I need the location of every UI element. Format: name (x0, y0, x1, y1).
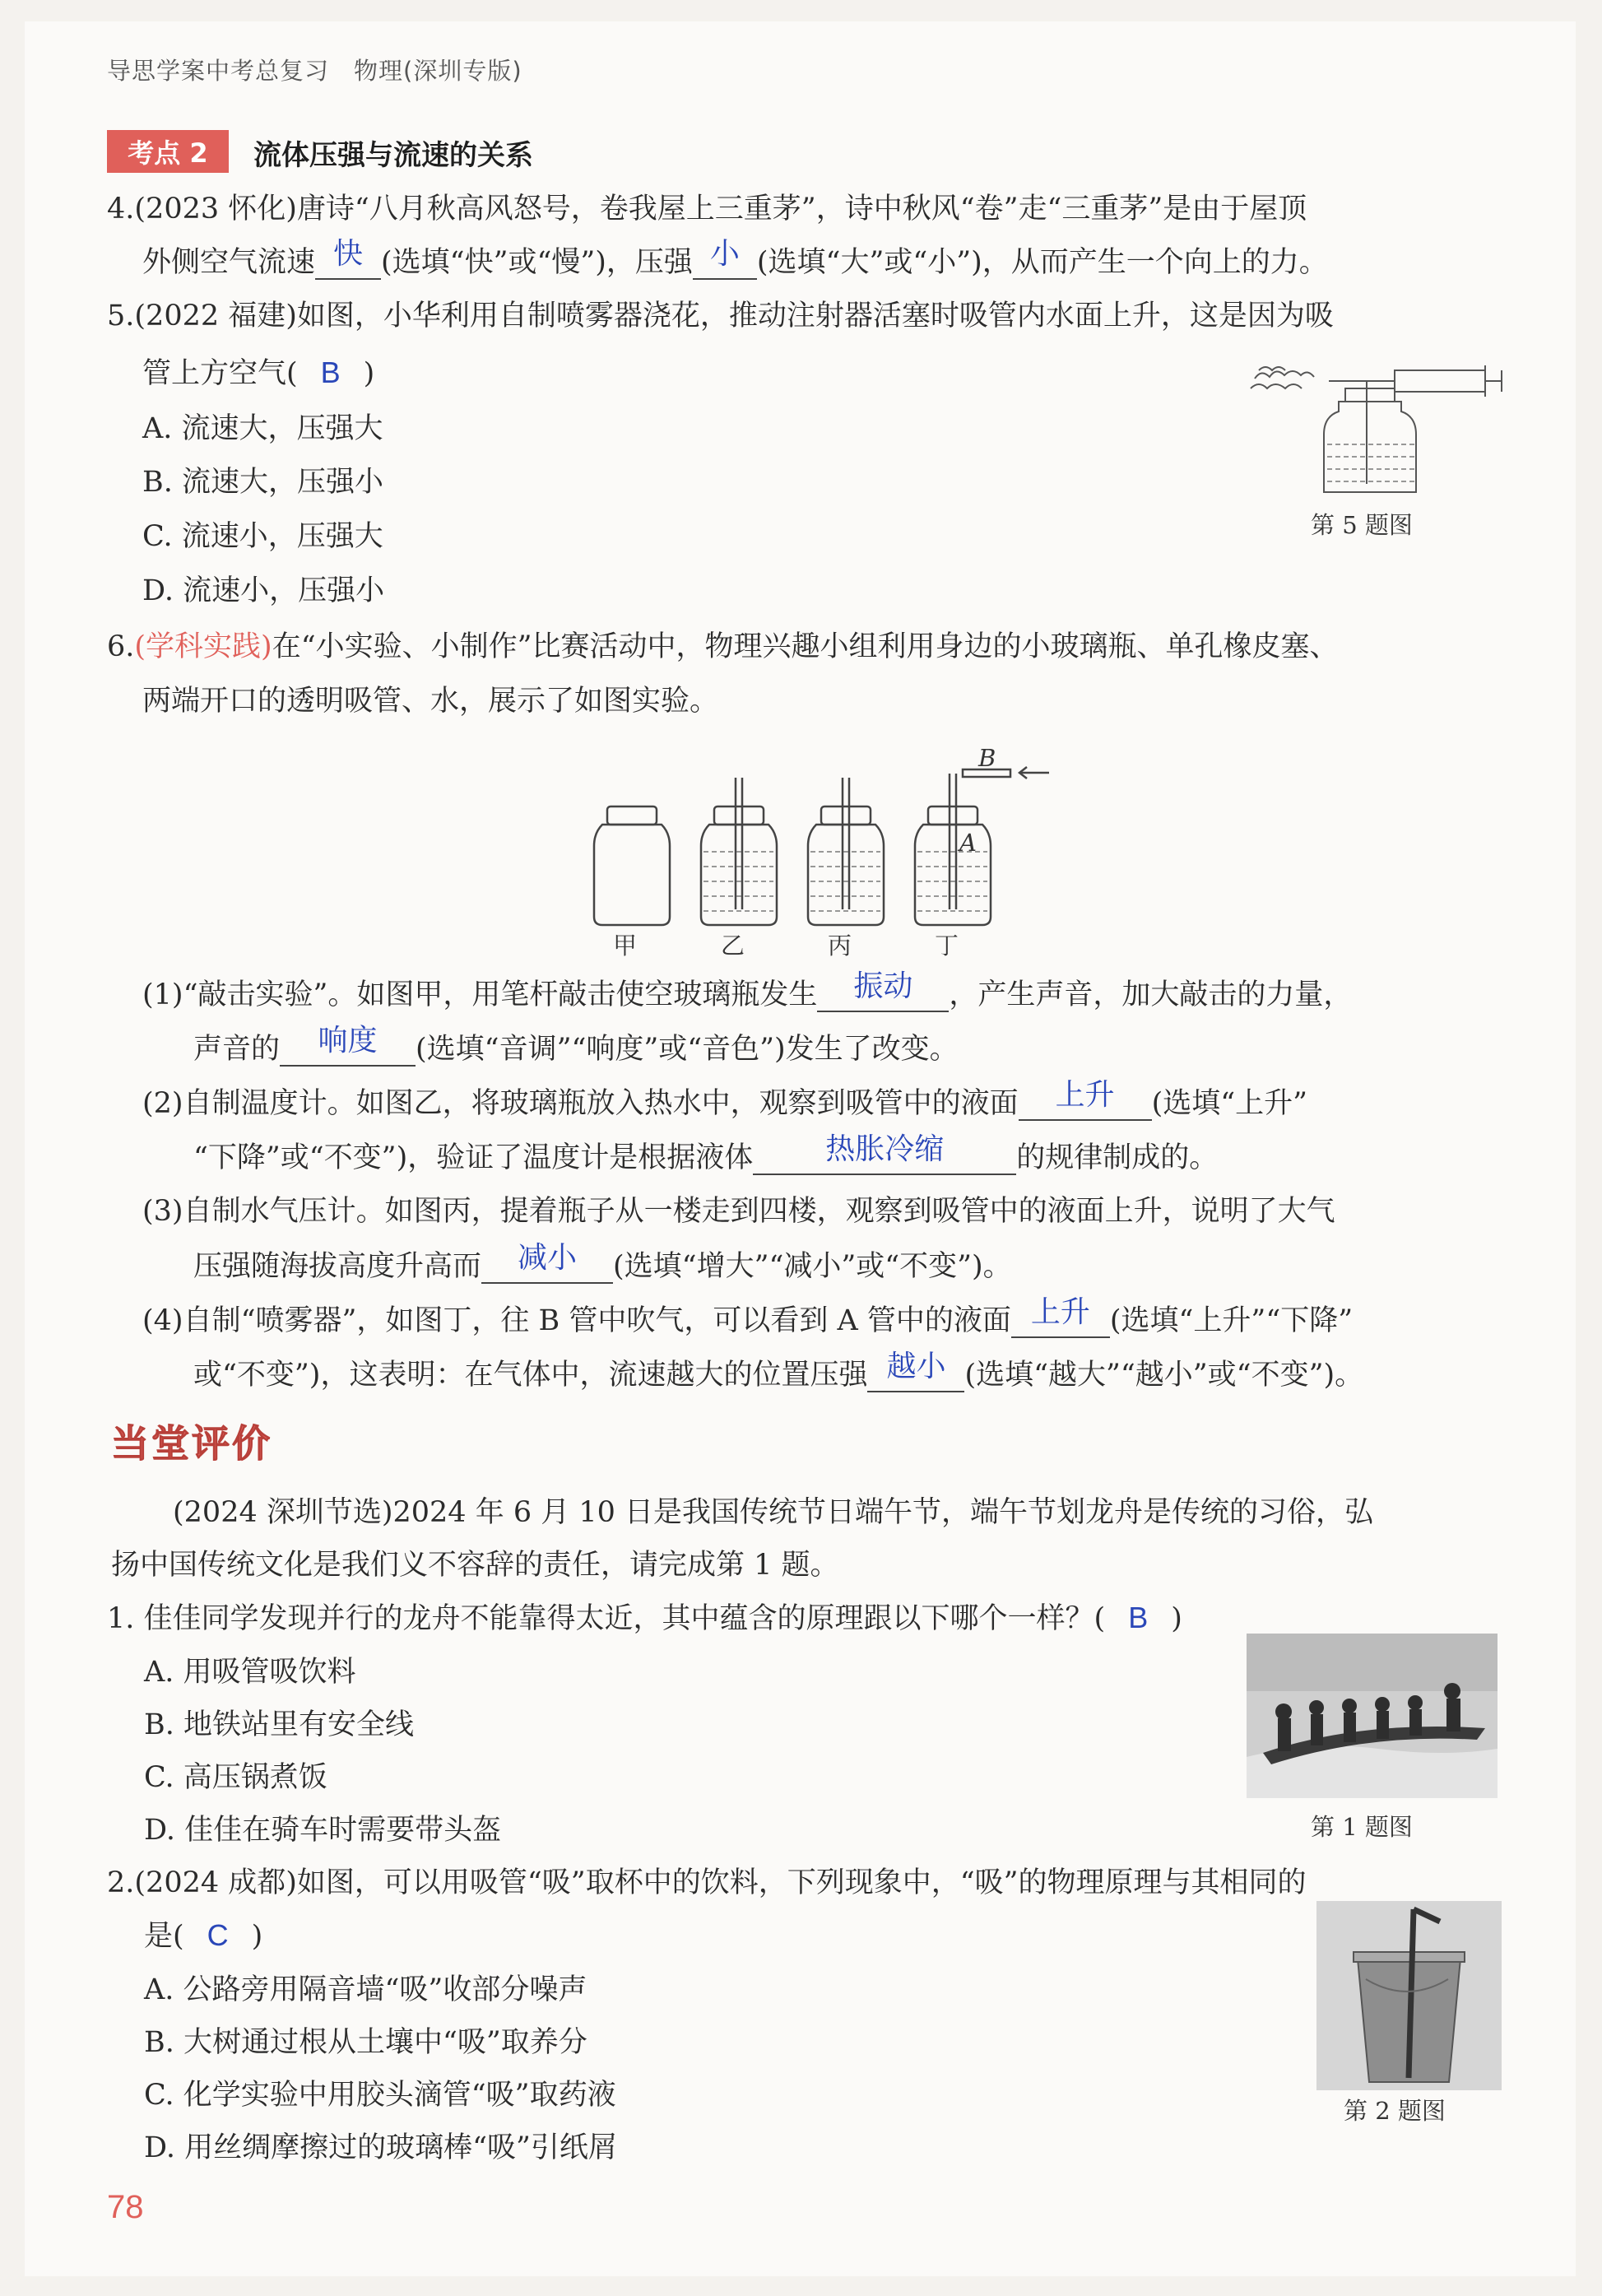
q6-p4-text-d: (选填“越大”“越小”或“不变”)。 (964, 1359, 1364, 1392)
eval-q1-answer: B (1128, 1601, 1149, 1634)
q6-p2-blank-2 (753, 1132, 1016, 1175)
eval-q1-stem-a: 1. 佳佳同学发现并行的龙舟不能靠得太近，其中蕴含的原理跟以下哪个一样？( (107, 1602, 1106, 1635)
q5-caption: 第 5 题图 (1311, 511, 1413, 539)
q5-stem-a: 管上方空气( (142, 357, 298, 390)
section-tag: 考点 2 (107, 130, 229, 173)
section-title: 流体压强与流速的关系 (253, 139, 533, 172)
q6-line2: 两端开口的透明吸管、水，展示了如图实验。 (142, 685, 719, 718)
q6-text-1: 在“小实验、小制作”比赛活动中，物理兴趣小组利用身边的小玻璃瓶、单孔橡皮塞、 (272, 630, 1339, 663)
q5-stem (142, 351, 374, 395)
bottle-label-yi: 乙 (721, 932, 745, 960)
q6-p3-answer-1: 减小 (518, 1240, 578, 1274)
q5-option-b: B. 流速大，压强小 (142, 466, 383, 499)
q6-p2-text-a: (2)自制温度计。如图乙，将玻璃瓶放入热水中，观察到吸管中的液面 (142, 1087, 1019, 1120)
q6-p1-blank-2 (280, 1023, 416, 1067)
q6-number: 6. (107, 630, 135, 663)
bottle-label-bing: 丙 (828, 932, 852, 960)
eval-q1-option-b: B. 地铁站里有安全线 (144, 1708, 414, 1741)
eval-q2-answer: C (207, 1918, 229, 1952)
q6-tag: (学科实践) (134, 630, 272, 663)
q6-p2-line1 (142, 1077, 1308, 1125)
dragon-boat-photo (1247, 1634, 1498, 1798)
eval-q1-caption: 第 1 题图 (1311, 1813, 1413, 1841)
q6-p2-line2 (193, 1132, 1219, 1179)
q4-blank-1 (315, 236, 381, 280)
evaluation-title: 当堂评价 (111, 1421, 272, 1466)
eval-q2-stem-b: ) (251, 1920, 263, 1953)
eval-q1-option-d: D. 佳佳在骑车时需要带头盔 (144, 1814, 502, 1847)
eval-q2-line1: 2.(2024 成都)如图，可以用吸管“吸”取杯中的饮料，下列现象中，“吸”的物理原理与其相同的 (107, 1866, 1307, 1899)
q6-p1-text-c: 声音的 (193, 1033, 281, 1066)
q6-p2-text-c: “下降”或“不变”)，验证了温度计是根据液体 (193, 1141, 754, 1174)
eval-q2-option-d: D. 用丝绸摩擦过的玻璃棒“吸”引纸屑 (144, 2131, 617, 2164)
q5-option-c: C. 流速小，压强大 (142, 520, 383, 553)
q5-option-a: A. 流速大，压强大 (142, 412, 383, 445)
q6-line1 (107, 625, 1339, 668)
eval-q1-option-a: A. 用吸管吸饮料 (144, 1656, 356, 1689)
q6-p4-answer-1: 上升 (1030, 1294, 1090, 1328)
q4-line1: 4.(2023 怀化)唐诗“八月秋高风怒号，卷我屋上三重茅”，诗中秋风“卷”走“三重茅”是由于屋顶 (107, 193, 1307, 225)
q6-p1-answer-1: 振动 (853, 969, 913, 1002)
eval-q2-option-b: B. 大树通过根从土壤中“吸”取养分 (144, 2026, 587, 2059)
q4-text-b: (选填“快”或“慢”)，压强 (381, 246, 693, 279)
q6-p4-text-a: (4)自制“喷雾器”，如图丁，往 B 管中吹气，可以看到 A 管中的液面 (142, 1304, 1011, 1337)
q6-p4-line2 (193, 1349, 1364, 1397)
q6-p1-answer-2: 响度 (318, 1023, 378, 1057)
q5-option-d: D. 流速小，压强小 (142, 574, 385, 607)
eval-q2-stem-a: 是( (144, 1920, 184, 1953)
q4-text-c: (选填“大”或“小”)，从而产生一个向上的力。 (756, 246, 1328, 279)
q6-p3-blank-1 (481, 1240, 613, 1284)
q6-p1-text-a: (1)“敲击实验”。如图甲，用笔杆敲击使空玻璃瓶发生 (142, 978, 818, 1011)
q6-p2-answer-2: 热胀冷缩 (825, 1132, 945, 1165)
q6-p2-blank-1 (1019, 1077, 1152, 1121)
label-a: A (959, 829, 977, 857)
eval-q1-option-c: C. 高压锅煮饭 (144, 1761, 327, 1794)
eval-q2-caption: 第 2 题图 (1344, 2097, 1446, 2125)
q6-p1-text-d: (选填“音调”“响度”或“音色”)发生了改变。 (416, 1033, 959, 1066)
q6-p1-text-b: ，产生声音，加大敲击的力量， (949, 978, 1353, 1011)
eval-q1-stem (107, 1597, 1182, 1640)
q6-p2-answer-1: 上升 (1055, 1077, 1115, 1111)
q6-p1-line1 (142, 969, 1353, 1016)
bottle-label-ding: 丁 (935, 932, 959, 960)
eval-q2-option-a: A. 公路旁用隔音墙“吸”收部分噪声 (144, 1973, 587, 2006)
q5-answer: B (320, 356, 341, 389)
eval-q2-stem (144, 1914, 262, 1958)
q6-p4-blank-2 (867, 1349, 964, 1392)
q6-p3-line1: (3)自制水气压计。如图丙，提着瓶子从一楼走到四楼，观察到吸管中的液面上升，说明了大气 (142, 1195, 1335, 1228)
eval-intro-line1: (2024 深圳节选)2024 年 6 月 10 日是我国传统节日端午节，端午节划龙舟是传统的习俗，弘 (173, 1496, 1374, 1529)
running-header: 导思学案中考总复习 物理(深圳专版) (107, 57, 522, 85)
q6-p3-line2 (193, 1240, 1012, 1288)
eval-q1-stem-b: ) (1171, 1602, 1182, 1635)
label-b: B (978, 744, 996, 772)
q4-line2 (142, 236, 1328, 284)
q6-p4-text-c: 或“不变”)，这表明：在气体中，流速越大的位置压强 (193, 1359, 868, 1392)
q4-blank-2 (693, 236, 757, 280)
sprayer-figure (1247, 346, 1510, 498)
q4-answer-1: 快 (333, 236, 364, 270)
q6-p4-answer-2: 越小 (886, 1349, 946, 1383)
eval-intro-line2: 扬中国传统文化是我们义不容辞的责任，请完成第 1 题。 (111, 1549, 839, 1582)
q6-p2-text-b: (选填“上升” (1151, 1087, 1308, 1120)
eval-q2-option-c: C. 化学实验中用胶头滴管“吸”取药液 (144, 2079, 616, 2112)
q6-p4-line1 (142, 1294, 1354, 1342)
q5-line1: 5.(2022 福建)如图，小华利用自制喷雾器浇花，推动注射器活塞时吸管内水面上升，这是因为吸 (107, 300, 1334, 332)
q6-p4-text-b: (选填“上升”“下降” (1109, 1304, 1354, 1337)
q4-answer-2: 小 (709, 236, 740, 270)
q5-stem-b: ) (363, 357, 375, 390)
page-number: 78 (107, 2189, 144, 2225)
q4-text-a: 外侧空气流速 (142, 246, 316, 279)
q6-p4-blank-1 (1011, 1294, 1110, 1338)
bottle-label-jia: 甲 (613, 932, 638, 960)
q6-p1-line2 (193, 1023, 959, 1071)
q6-p2-text-d: 的规律制成的。 (1016, 1141, 1219, 1174)
straw-cup-photo (1316, 1901, 1502, 2090)
q6-p3-text-b: 压强随海拔高度升高而 (193, 1250, 482, 1283)
q6-p3-text-c: (选填“增大”“减小”或“不变”)。 (613, 1250, 1012, 1283)
q6-p1-blank-1 (817, 969, 949, 1012)
